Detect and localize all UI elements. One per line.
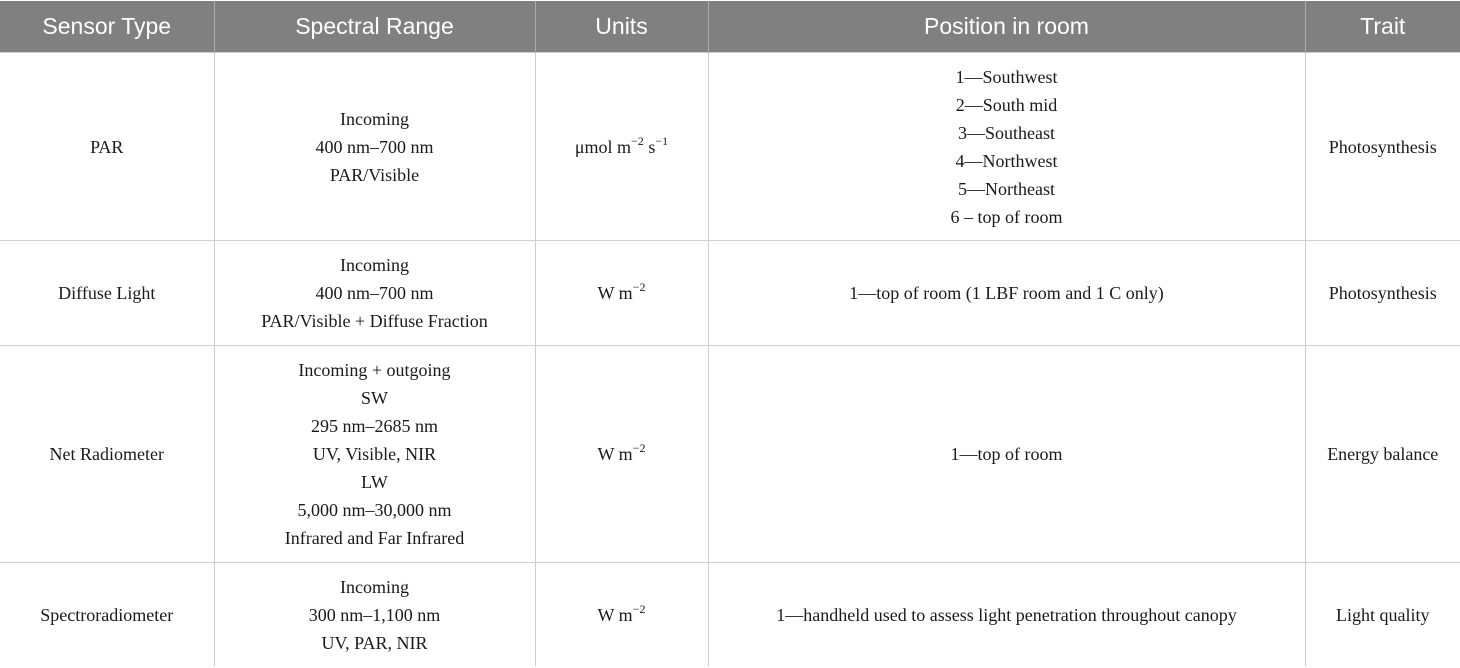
spectral-line: 295 nm–2685 nm [310, 416, 438, 436]
table-header [0, 1, 1460, 53]
table-row [0, 563, 1460, 667]
header-row [0, 1, 1460, 53]
cell-position [708, 346, 1305, 563]
cell-sensor-type: Spectroradiometer [0, 563, 214, 667]
units-base: W m [597, 283, 633, 303]
cell-position [708, 241, 1305, 346]
cell-sensor-type: PAR [0, 53, 214, 241]
cell-trait: Energy balance [1305, 346, 1460, 563]
spectral-line: UV, Visible, NIR [312, 444, 437, 464]
units-exponent: −2 [631, 133, 644, 148]
table-row [0, 241, 1460, 346]
cell-sensor-type: Net Radiometer [0, 346, 214, 563]
cell-spectral-range [214, 53, 535, 241]
cell-position [708, 563, 1305, 667]
cell-sensor-type: Diffuse Light [0, 241, 214, 346]
spectral-line: Incoming + outgoing [298, 360, 451, 380]
position-line: 5—Northeast [958, 178, 1055, 199]
spectral-line: 400 nm–700 nm [315, 283, 434, 303]
position-line: 3—Southeast [958, 122, 1055, 143]
position-line: 1—handheld used to assess light penetration throughout canopy [776, 604, 1237, 625]
units-exponent: −2 [632, 441, 646, 455]
spectral-line: Incoming [340, 108, 409, 129]
cell-spectral-range [214, 563, 535, 667]
spectral-line: PAR/Visible + Diffuse Fraction [261, 311, 488, 331]
header-position: Position in room [708, 1, 1305, 53]
cell-units [535, 241, 708, 346]
spectral-line: 300 nm–1,100 nm [308, 604, 441, 625]
cell-trait: Photosynthesis [1305, 241, 1460, 346]
spectral-line: Incoming [340, 255, 409, 275]
position-line: 1—top of room (1 LBF room and 1 C only) [849, 283, 1164, 303]
position-line: 2—South mid [955, 94, 1058, 115]
cell-spectral-range [214, 346, 535, 563]
spectral-line: UV, PAR, NIR [321, 632, 428, 653]
table-row [0, 53, 1460, 241]
spectral-line: Infrared and Far Infrared [284, 528, 465, 548]
cell-trait: Light quality [1305, 563, 1460, 667]
spectral-line: 5,000 nm–30,000 nm [297, 500, 452, 520]
position-line: 1—top of room [950, 444, 1063, 464]
units-base: W m [597, 444, 633, 464]
cell-units [535, 563, 708, 667]
units-mid: s [643, 136, 656, 157]
table-body [0, 53, 1460, 667]
spectral-line: Incoming [340, 576, 409, 597]
units-base: μmol m [574, 136, 632, 157]
spectral-line: LW [361, 472, 388, 492]
sensor-table [0, 1, 1460, 666]
units-exponent: −2 [632, 280, 646, 294]
header-trait: Trait [1305, 1, 1460, 53]
cell-units [535, 53, 708, 241]
cell-trait: Photosynthesis [1305, 53, 1460, 241]
header-spectral-range: Spectral Range [214, 1, 535, 53]
units-exponent: −2 [632, 601, 646, 616]
spectral-line: PAR/Visible [329, 164, 420, 185]
header-sensor-type: Sensor Type [0, 1, 214, 53]
header-units: Units [535, 1, 708, 53]
table-row [0, 346, 1460, 563]
cell-spectral-range [214, 241, 535, 346]
spectral-line: 400 nm–700 nm [315, 136, 434, 157]
position-line: 6 – top of room [950, 206, 1063, 227]
position-line: 4—Northwest [955, 150, 1058, 171]
units-base: W m [597, 604, 633, 625]
cell-units [535, 346, 708, 563]
cell-position [708, 53, 1305, 241]
spectral-line: SW [361, 388, 388, 408]
position-line: 1—Southwest [955, 66, 1058, 87]
units-exponent: −1 [655, 133, 669, 148]
